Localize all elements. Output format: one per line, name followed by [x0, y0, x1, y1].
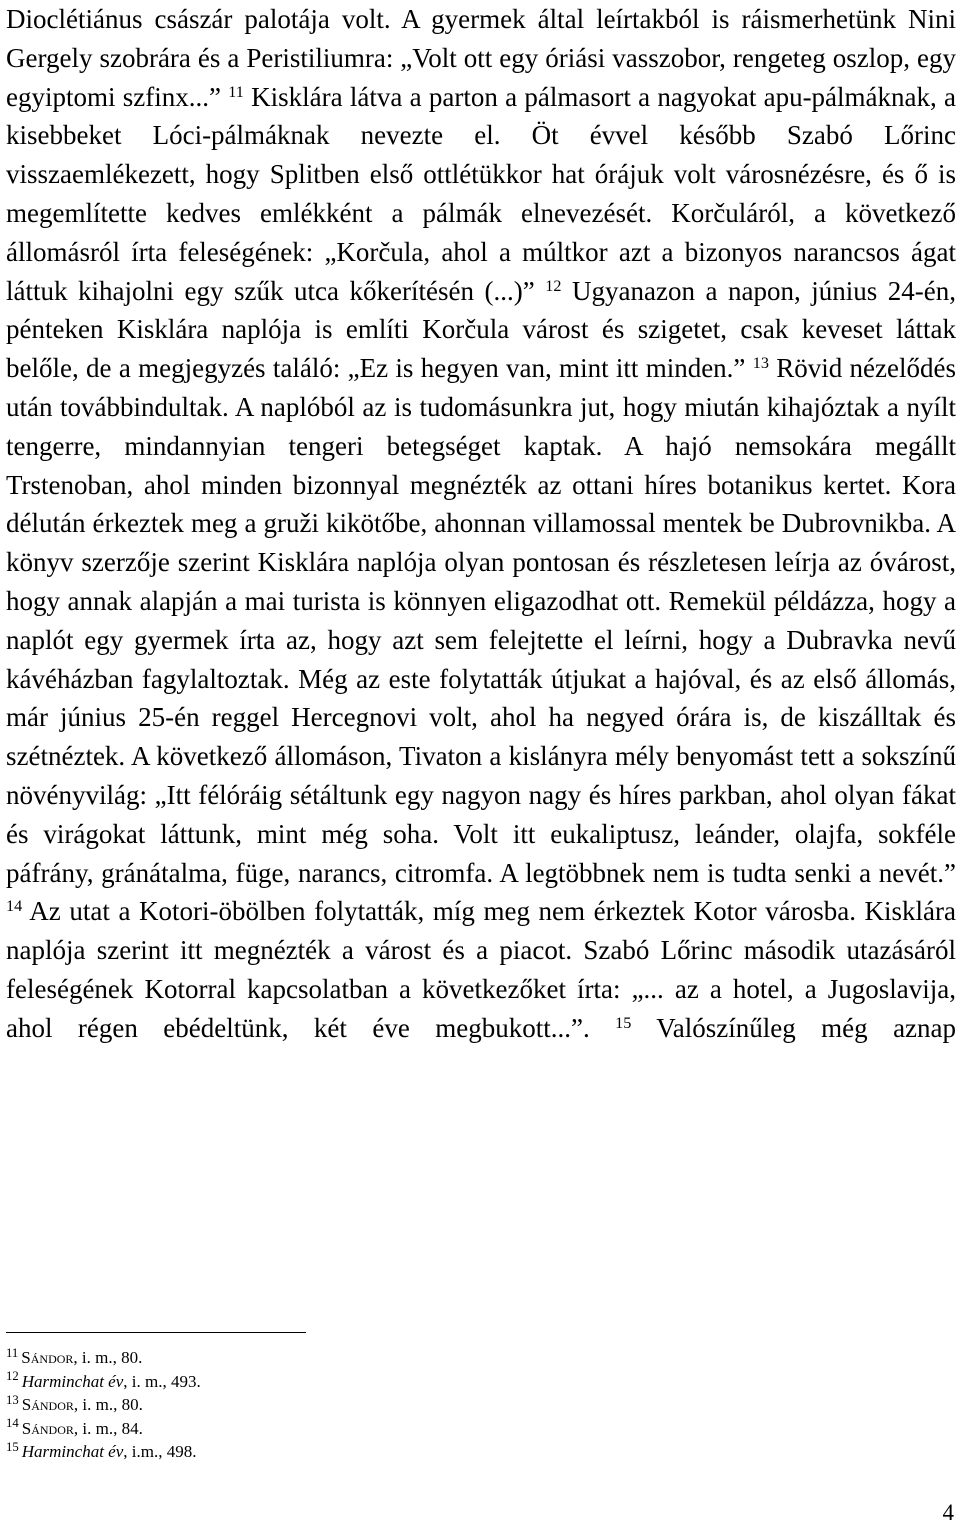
footnote-separator: [6, 1332, 306, 1333]
page-number: 4: [942, 1500, 954, 1525]
footnote-citation: , i. m., 80.: [73, 1395, 143, 1414]
footnote: [6, 1440, 201, 1464]
footnote-citation: , i. m., 493.: [123, 1371, 201, 1391]
text-segment: Ugyanazon a napon, június 24-én, pénteken Kisklára naplója is említi Korčula várost és szigetet, csak keveset láttak belőle, de a megjegyzés találó: „Ez is hegyen van, mint itt minden.”: [6, 275, 957, 384]
footnote: [6, 1346, 201, 1370]
footnote-number: 11: [6, 1345, 19, 1360]
footnote-citation: , i. m., 80.: [73, 1348, 143, 1367]
footnotes: [6, 1346, 201, 1464]
footnote: [6, 1393, 201, 1417]
footnote-author: Sándor: [21, 1418, 74, 1438]
footnote-number: 15: [6, 1439, 19, 1454]
document-page: [6, 0, 957, 1461]
footnote: [6, 1370, 201, 1394]
text-segment: Az utat a Kotori-öbölben folytatták, míg meg nem érkeztek Kotor városba. Kisklára naplója szerint itt megnézték a várost és a piacot. Szabó Lőrinc második utazásáról feleségének Kotorral kapcsolatban a következőket írta: „... az a hotel, a Jugoslavija, ahol régen ebédeltünk, két éve megbukott...”.: [6, 896, 956, 1043]
footnote-author: Sándor: [21, 1395, 74, 1414]
footnote-citation: , i. m., 84.: [73, 1418, 143, 1438]
footnote-ref[interactable]: 11: [228, 82, 244, 101]
text-segment: Rövid nézelődés után továbbindultak. A naplóból az is tudomásunkra jut, hogy miután kihajóztak a nyílt tengerre, mindannyian tengeri betegséget kaptak. A hajó nemsokára megállt Trstenoban, ahol minden bizonnyal megnézték az ottani híres botanikus kertet. Kora délután érkeztek meg a gruži kikötőbe, ahonnan villamossal mentek be Dubrovnikba. A könyv szerzője szerint Kisklára naplója olyan pontosan és részletesen leírja az óvárost, hogy annak alapján a mai turista is könnyen eligazodhat ott. Remekül példázza, hogy a naplót egy gyermek írta az, hogy azt sem felejtette el leírni, hogy a Dubravka nevű kávéházban fagylaltoztak. Még az este folytatták útjukat a hajóval, és az első állomás, már június 25-én reggel Hercegnovi volt, ahol ha negyed órára is, de kiszálltak és szétnéztek. A következő állomáson, Tivaton a kislányra mély benyomást tett a sokszínű növényvilág: „Itt félóráig sétáltunk egy nagyon nagy és híres parkban, ahol olyan fákat és virágokat láttunk, mint még soha. Volt itt eukaliptusz, leánder, olajfa, sokféle páfrány, gránátalma, füge, narancs, citromfa. A legtöbbnek nem is tudta senki a nevét.”: [6, 353, 956, 888]
footnote-citation: , i.m., 498.: [123, 1442, 197, 1461]
text-segment: Kisklára látva a parton a pálmasort a nagyokat apu-pálmáknak, a kisebbeket Lóci-pálmáknak nevezte el. Öt évvel később Szabó Lőrinc visszaemlékezett, hogy Splitben első ottlétükkor hat órájuk volt városnézésre, és ő is megemlítette kedves emlékként a pálmák elnevezését. Korčuláról, a következő állomásról írta feleségének: „Korčula, ahol a múltkor azt a bizonyos narancsos ágat láttuk kihajolni egy szűk utca kőkerítésén (...)”: [6, 81, 957, 306]
text-segment: Valószínűleg még aznap: [656, 1012, 957, 1043]
footnote-title: Harminchat év: [21, 1371, 124, 1391]
body-paragraph: [6, 0, 956, 1048]
footnote-number: 14: [6, 1416, 19, 1431]
footnote-number: 12: [6, 1369, 19, 1384]
footnote-number: 13: [6, 1392, 19, 1407]
footnote-ref[interactable]: 12: [545, 276, 562, 295]
footnote-ref[interactable]: 15: [615, 1013, 632, 1032]
text-segment: Dioclétiánus császár palotája volt. A gyermek által leírtakból is ráismerhetünk Nini Gergely szobrára és a Peristiliumra: „Volt ott egy óriási vasszobor, rengeteg oszlop, egy egyiptomi szfinx...”: [6, 4, 956, 112]
footnote: [6, 1417, 201, 1441]
footnote-ref[interactable]: 13: [752, 354, 769, 373]
footnote-author: Sándor: [21, 1348, 74, 1367]
footnote-ref[interactable]: 14: [6, 897, 23, 916]
footnote-title: Harminchat év: [21, 1442, 124, 1461]
